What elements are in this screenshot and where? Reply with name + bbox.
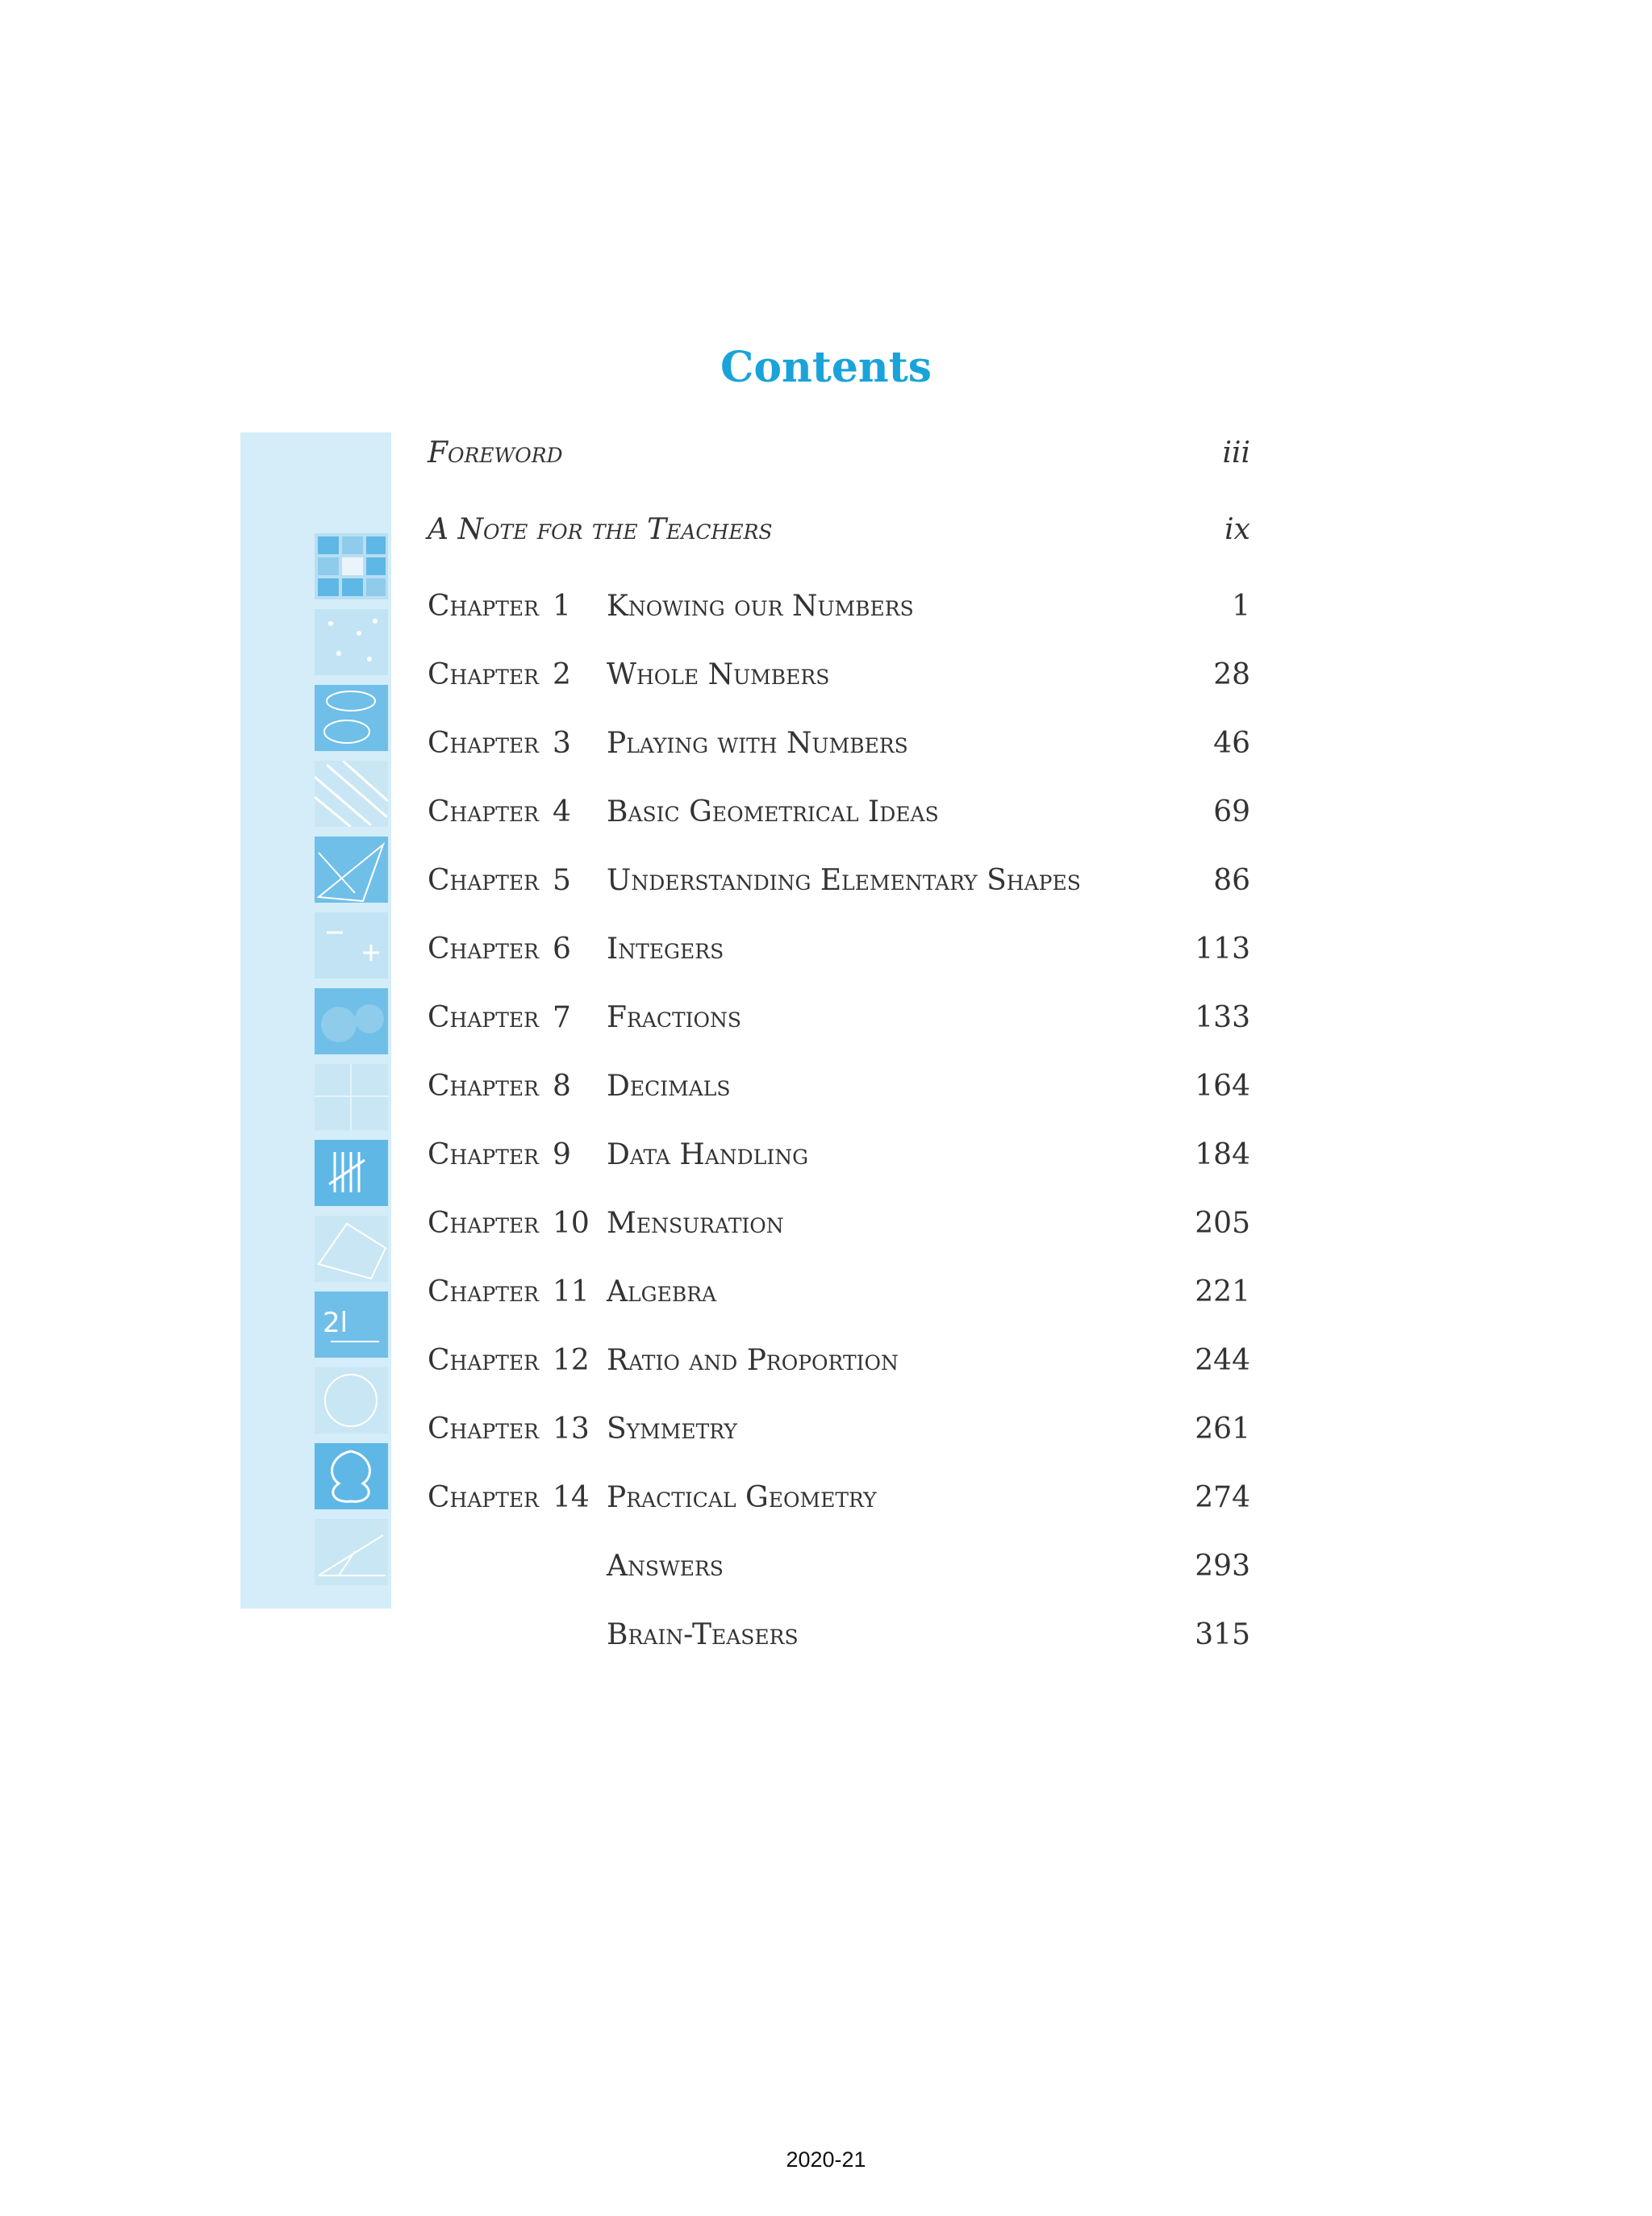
entry-page: iii xyxy=(1222,436,1250,469)
toc-entry-chapter[interactable] xyxy=(428,1337,1250,1385)
symmetry-icon xyxy=(315,1443,388,1509)
toc-entry-chapter[interactable] xyxy=(428,1405,1250,1454)
chapter-label: Chapter xyxy=(428,1207,539,1240)
chapter-number: 1 xyxy=(553,590,571,623)
circle-icon xyxy=(315,1367,388,1434)
chapter-label: Chapter xyxy=(428,1070,539,1103)
chapter-page: 244 xyxy=(1195,1344,1250,1377)
chapter-page: 86 xyxy=(1213,864,1250,897)
chapter-title: Algebra xyxy=(607,1275,717,1308)
chapter-label: Chapter xyxy=(428,1275,539,1308)
chapter-page: 69 xyxy=(1213,795,1250,828)
toc-entry-chapter[interactable] xyxy=(428,582,1250,631)
entry-title: Foreword xyxy=(428,436,563,469)
chapter-title: Playing with Numbers xyxy=(607,727,908,760)
toc-entry-chapter[interactable] xyxy=(428,651,1250,699)
chapter-label: Chapter xyxy=(428,864,539,897)
ellipse-shapes-icon xyxy=(315,685,388,751)
chapter-number: 8 xyxy=(553,1070,571,1103)
toc-entry-chapter[interactable] xyxy=(428,1200,1250,1248)
toc-entry-chapter[interactable] xyxy=(428,1268,1250,1317)
grid-squares-icon xyxy=(315,533,388,599)
toc-entry-foreword[interactable] xyxy=(428,429,1250,478)
toc-entry-chapter[interactable] xyxy=(428,1474,1250,1522)
chapter-page: 205 xyxy=(1195,1207,1250,1240)
entry-page: 293 xyxy=(1195,1550,1250,1583)
chapter-number: 3 xyxy=(553,727,571,760)
chapter-label: Chapter xyxy=(428,590,539,623)
entry-title: A Note for the Teachers xyxy=(428,513,773,546)
entry-page: ix xyxy=(1224,513,1250,546)
triangle-shapes-icon xyxy=(315,837,388,903)
chapter-page: 113 xyxy=(1195,933,1250,966)
decorative-sidebar xyxy=(240,432,391,1609)
chapter-page: 28 xyxy=(1213,658,1250,691)
chapter-title: Whole Numbers xyxy=(607,658,830,691)
chapter-label: Chapter xyxy=(428,658,539,691)
chapter-label: Chapter xyxy=(428,1138,539,1171)
chapter-page: 164 xyxy=(1195,1070,1250,1103)
toc-entry-chapter[interactable] xyxy=(428,925,1250,974)
chapter-label: Chapter xyxy=(428,933,539,966)
chapter-page: 133 xyxy=(1195,1001,1250,1034)
chapter-page: 261 xyxy=(1195,1413,1250,1446)
chapter-title: Basic Geometrical Ideas xyxy=(607,795,939,828)
chapter-page: 46 xyxy=(1213,727,1250,760)
tally-marks-icon xyxy=(315,1140,388,1206)
entry-title: Answers xyxy=(607,1550,724,1583)
chapter-title: Decimals xyxy=(607,1070,731,1103)
algebra-symbols-icon xyxy=(315,1292,388,1358)
chapter-title: Integers xyxy=(607,933,724,966)
toc-entry-chapter[interactable] xyxy=(428,1131,1250,1179)
chapter-number: 10 xyxy=(553,1207,590,1240)
chapter-number: 5 xyxy=(553,864,571,897)
chapter-number: 11 xyxy=(553,1275,590,1308)
compass-lines-icon xyxy=(315,1519,388,1585)
chapter-number: 2 xyxy=(553,658,571,691)
chapter-label: Chapter xyxy=(428,1481,539,1514)
chapter-page: 1 xyxy=(1232,590,1250,623)
dots-icon xyxy=(315,609,388,675)
chapter-number: 12 xyxy=(553,1344,590,1377)
chapter-title: Symmetry xyxy=(607,1413,737,1446)
chapter-number: 13 xyxy=(553,1413,590,1446)
chapter-title: Ratio and Proportion xyxy=(607,1344,899,1377)
chapter-number: 4 xyxy=(553,795,571,828)
chapter-title: Mensuration xyxy=(607,1207,784,1240)
chapter-page: 274 xyxy=(1195,1481,1250,1514)
chapter-number: 14 xyxy=(553,1481,590,1514)
toc-entry-chapter[interactable] xyxy=(428,788,1250,837)
toc-entry-brain-teasers[interactable] xyxy=(428,1611,1250,1659)
toc-entry-chapter[interactable] xyxy=(428,1062,1250,1111)
plus-minus-icon xyxy=(315,912,388,979)
entry-page: 315 xyxy=(1195,1618,1250,1651)
quadrilateral-icon xyxy=(315,1216,388,1282)
sidebar-tiles xyxy=(315,533,391,1595)
chapter-label: Chapter xyxy=(428,795,539,828)
toc-entry-chapter[interactable] xyxy=(428,857,1250,905)
toc-entry-chapter[interactable] xyxy=(428,720,1250,768)
chapter-number: 6 xyxy=(553,933,571,966)
chapter-number: 9 xyxy=(553,1138,571,1171)
chapter-page: 221 xyxy=(1195,1275,1250,1308)
svg-text:2l: 2l xyxy=(323,1307,348,1339)
chapter-title: Understanding Elementary Shapes xyxy=(607,864,1081,897)
chapter-page: 184 xyxy=(1195,1138,1250,1171)
chapter-title: Practical Geometry xyxy=(607,1481,877,1514)
fraction-circles-icon xyxy=(315,988,388,1054)
chapter-label: Chapter xyxy=(428,1001,539,1034)
page-footer-year: 2020-21 xyxy=(786,2147,866,2172)
toc-entry-chapter[interactable] xyxy=(428,994,1250,1042)
parallel-lines-icon xyxy=(315,761,388,827)
chapter-title: Fractions xyxy=(607,1001,742,1034)
toc-entry-answers[interactable] xyxy=(428,1542,1250,1591)
page-title: Contents xyxy=(720,343,932,392)
decimal-grid-icon xyxy=(315,1064,388,1130)
chapter-title: Knowing our Numbers xyxy=(607,590,914,623)
entry-title: Brain-Teasers xyxy=(607,1618,799,1651)
chapter-label: Chapter xyxy=(428,727,539,760)
chapter-label: Chapter xyxy=(428,1413,539,1446)
chapter-number: 7 xyxy=(553,1001,571,1034)
chapter-title: Data Handling xyxy=(607,1138,809,1171)
chapter-label: Chapter xyxy=(428,1344,539,1377)
toc-entry-teachers-note[interactable] xyxy=(428,506,1250,554)
